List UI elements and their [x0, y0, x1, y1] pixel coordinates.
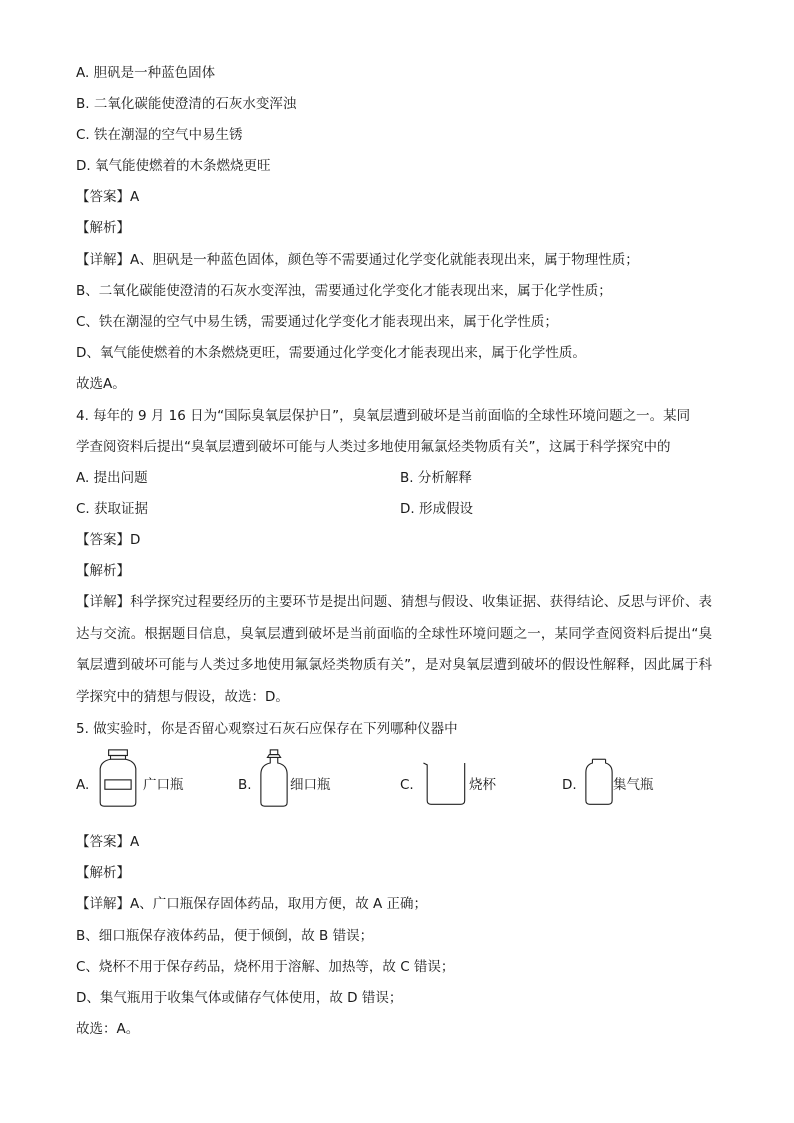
q4-analysis-heading: 【解析】 [76, 563, 130, 579]
q3-detail-line: B、二氧化碳能使澄清的石灰水变浑浊，需要通过化学变化才能表现出来，属于化学性质； [76, 283, 612, 299]
q4-answer: 【答案】D [76, 532, 141, 548]
q5-analysis-heading: 【解析】 [76, 865, 130, 881]
q3-option-d: D. 氧气能使燃着的木条燃烧更旺 [76, 158, 271, 174]
q4-option-d: D. 形成假设 [400, 501, 473, 517]
q5-detail-line: D、集气瓶用于收集气体或储存气体使用，故 D 错误； [76, 990, 403, 1006]
q5-stem: 5. 做实验时，你是否留心观察过石灰石应保存在下列哪种仪器中 [76, 721, 458, 737]
q3-option-b: B. 二氧化碳能使澄清的石灰水变浑浊 [76, 96, 297, 112]
q4-option-c: C. 获取证据 [76, 501, 149, 517]
q5-detail-line: B、细口瓶保存液体药品，便于倾倒，故 B 错误； [76, 928, 374, 944]
q4-option-a: A. 提出问题 [76, 470, 148, 486]
q4-stem-line: 学查阅资料后提出“臭氧层遭到破坏可能与人类过多地使用氟氯烃类物质有关”，这属于科学探究中的 [76, 439, 671, 455]
q3-analysis-heading: 【解析】 [76, 220, 130, 236]
q5-option-c-label: 烧杯 [469, 777, 496, 793]
q5-option-c-letter: C. [400, 777, 414, 793]
q5-option-a-letter: A. [76, 777, 90, 793]
q5-answer: 【答案】A [76, 834, 140, 850]
beaker-icon [420, 748, 470, 808]
q5-detail-line: C、烧杯不用于保存药品，烧杯用于溶解、加热等，故 C 错误； [76, 959, 455, 975]
q5-option-a-label: 广口瓶 [143, 777, 184, 793]
q5-option-d-letter: D. [562, 777, 577, 793]
wide-mouth-bottle-icon [94, 748, 142, 808]
q4-option-b: B. 分析解释 [400, 470, 472, 486]
q3-detail-line: 【详解】A、胆矾是一种蓝色固体，颜色等不需要通过化学变化就能表现出来，属于物理性质； [76, 252, 639, 268]
q5-option-b-label: 细口瓶 [290, 777, 331, 793]
q4-stem-line: 4. 每年的 9 月 16 日为“国际臭氧层保护日”，臭氧层遭到破坏是当前面临的全球性环境问题之一。某同 [76, 408, 691, 424]
q5-option-b-letter: B. [238, 777, 252, 793]
q3-detail-line: C、铁在潮湿的空气中易生锈，需要通过化学变化才能表现出来，属于化学性质； [76, 314, 558, 330]
narrow-mouth-bottle-icon [256, 748, 292, 808]
q5-option-d-label: 集气瓶 [613, 777, 654, 793]
q3-conclusion: 故选A。 [76, 376, 126, 392]
gas-collecting-bottle-icon [582, 748, 616, 808]
q3-detail-line: D、氧气能使燃着的木条燃烧更旺，需要通过化学变化才能表现出来，属于化学性质。 [76, 345, 586, 361]
q3-answer: 【答案】A [76, 189, 140, 205]
q3-option-c: C. 铁在潮湿的空气中易生锈 [76, 127, 243, 143]
q5-detail-line: 【详解】A、广口瓶保存固体药品，取用方便，故 A 正确； [76, 896, 428, 912]
q3-option-a: A. 胆矾是一种蓝色固体 [76, 65, 216, 81]
q4-detail-paragraph: 【详解】科学探究过程要经历的主要环节是提出问题、猜想与假设、收集证据、获得结论、反思与评价、表达与交流。根据题目信息，臭氧层遭到破坏是当前面临的全球性环境问题之一，某同学查阅资料后提出“臭氧层遭到破坏可能与人类过多地使用氟氯烃类物质有关”，是对臭氧层遭到破坏的假设性解释，因此属于科学探究中的猜想与假设，故选：D。 [76, 594, 712, 705]
q5-conclusion: 故选：A。 [76, 1021, 140, 1037]
